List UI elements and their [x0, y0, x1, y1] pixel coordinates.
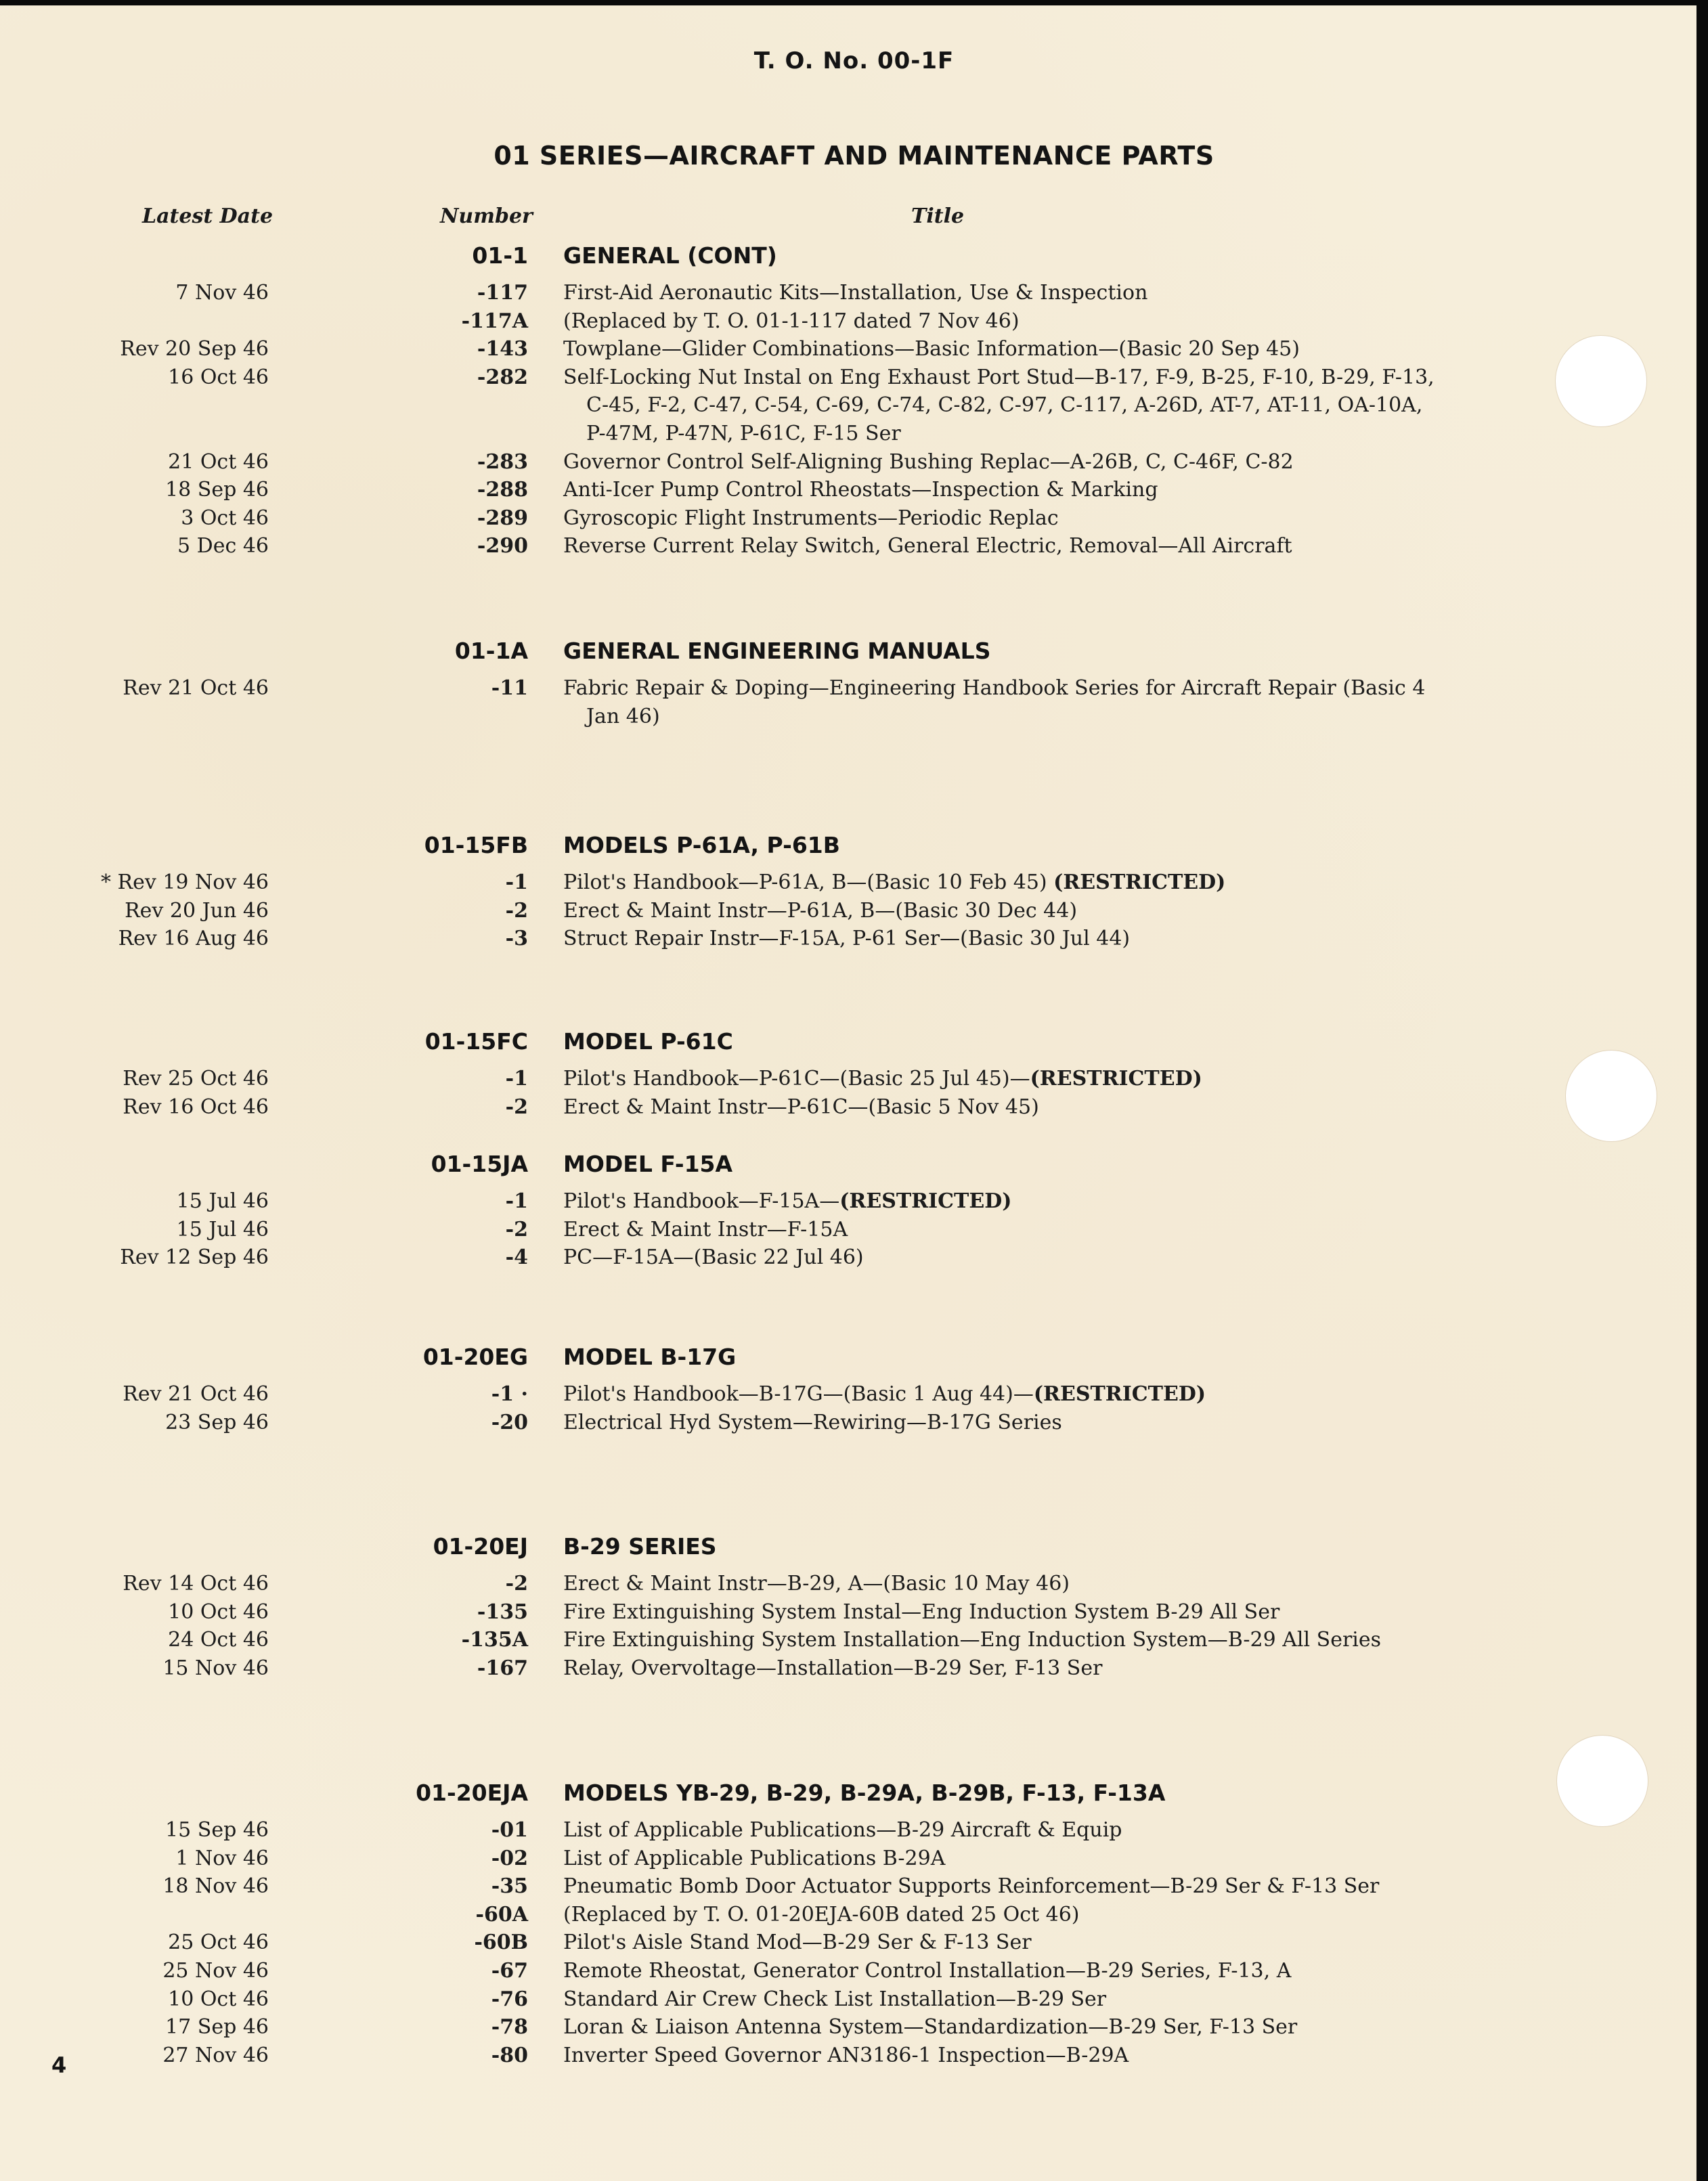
title-line [563, 1243, 1511, 1272]
title-line [563, 1985, 1511, 2014]
group-title: MODELS YB-29, B-29, B-29A, B-29B, F-13, F-13A [563, 1780, 1166, 1806]
latest-date: Rev 16 Aug 46 [118, 927, 269, 951]
title-line [563, 279, 1511, 307]
latest-date: Rev 20 Jun 46 [125, 898, 269, 923]
publication-title [563, 1872, 1511, 1901]
title-text: (Replaced by T. O. 01-20EJA-60B dated 25 Oct 46) [563, 1902, 1080, 1926]
latest-date: 16 Oct 46 [168, 365, 269, 389]
publication-number: -2 [505, 898, 528, 923]
publication-number: -3 [505, 927, 528, 951]
title-text: Inverter Speed Governor AN3186-1 Inspection—B-29A [563, 2043, 1129, 2067]
title-text: Towplane—Glider Combinations—Basic Information—(Basic 20 Sep 45) [563, 337, 1300, 361]
title-line [563, 1816, 1511, 1845]
title-text: Fire Extinguishing System Installation—Eng Induction System—B-29 All Series [563, 1628, 1382, 1652]
group-heading [0, 1344, 1708, 1372]
publication-title [563, 1216, 1511, 1244]
title-line [563, 1872, 1511, 1901]
publication-number: -167 [477, 1656, 528, 1680]
title-text: Pilot's Handbook—P-61C—(Basic 25 Jul 45)— [563, 1067, 1030, 1090]
title-line [563, 364, 1511, 392]
latest-date: 1 Nov 46 [175, 1846, 269, 1870]
group-heading [0, 832, 1708, 860]
publication-title [563, 2013, 1511, 2042]
restricted-label: (RESTRICTED) [839, 1189, 1012, 1213]
latest-date: 15 Sep 46 [165, 1818, 269, 1842]
group-title: B-29 SERIES [563, 1533, 717, 1560]
title-line [563, 868, 1511, 897]
publication-title [563, 1598, 1511, 1627]
latest-date: 25 Oct 46 [168, 1931, 269, 1955]
latest-date: 15 Jul 46 [176, 1189, 269, 1213]
publication-number: -67 [491, 1959, 528, 1983]
group-heading [0, 1780, 1708, 1808]
publication-number: -2 [505, 1095, 528, 1119]
latest-date: 10 Oct 46 [168, 1600, 269, 1624]
title-text: Erect & Maint Instr—P-61C—(Basic 5 Nov 45) [563, 1095, 1039, 1119]
group-number: 01-20EG [422, 1344, 528, 1370]
publication-title [563, 476, 1511, 504]
title-text: List of Applicable Publications—B-29 Aircraft & Equip [563, 1818, 1122, 1842]
latest-date: 27 Nov 46 [162, 2043, 269, 2067]
title-line [563, 2013, 1511, 2042]
title-line [563, 1570, 1511, 1598]
title-line [563, 1065, 1511, 1093]
publication-number: -80 [491, 2043, 528, 2067]
publication-title [563, 1816, 1511, 1845]
publication-number: -60A [475, 1902, 528, 1926]
title-text: Gyroscopic Flight Instruments—Periodic Replac [563, 506, 1059, 530]
latest-date: 18 Nov 46 [162, 1874, 269, 1899]
group-number: 01-15FC [424, 1028, 528, 1055]
group-heading [0, 1151, 1708, 1179]
group-title: MODEL P-61C [563, 1028, 733, 1055]
title-text: PC—F-15A—(Basic 22 Jul 46) [563, 1246, 864, 1270]
publication-title [563, 897, 1511, 925]
publication-title [563, 868, 1511, 897]
publication-number: -02 [491, 1846, 528, 1870]
publication-number: -01 [491, 1818, 528, 1842]
publication-number: -135A [461, 1628, 528, 1652]
title-line [563, 1929, 1511, 1957]
title-line [563, 1845, 1511, 1873]
group-title: MODEL F-15A [563, 1151, 733, 1177]
group-number: 01-20EJ [433, 1533, 528, 1560]
publication-title [563, 2042, 1511, 2070]
latest-date: 10 Oct 46 [168, 1987, 269, 2011]
publication-title [563, 335, 1511, 364]
publication-number: -289 [477, 506, 528, 530]
publication-title [563, 1065, 1511, 1093]
group-heading [0, 638, 1708, 666]
latest-date: 18 Sep 46 [165, 478, 269, 502]
publication-number: -1 · [491, 1382, 528, 1406]
latest-date: Rev 21 Oct 46 [123, 676, 269, 700]
latest-date: 3 Oct 46 [181, 506, 269, 530]
publication-number: -135 [477, 1600, 528, 1624]
publication-number: -11 [491, 676, 528, 700]
title-line [563, 420, 1511, 448]
publication-number: -290 [477, 534, 528, 558]
title-text: Reverse Current Relay Switch, General Electric, Removal—All Aircraft [563, 534, 1292, 558]
latest-date: 17 Sep 46 [165, 2015, 269, 2040]
title-text: Electrical Hyd System—Rewiring—B-17G Series [563, 1410, 1062, 1434]
group-title: GENERAL ENGINEERING MANUALS [563, 638, 991, 664]
publication-title [563, 1243, 1511, 1272]
publication-number: -20 [491, 1410, 528, 1434]
title-text: Erect & Maint Instr—P-61A, B—(Basic 30 Dec 44) [563, 898, 1078, 923]
publication-number: -288 [477, 478, 528, 502]
latest-date: Rev 21 Oct 46 [123, 1382, 269, 1406]
publication-title [563, 1380, 1511, 1409]
title-line [563, 307, 1511, 336]
title-line [563, 504, 1511, 533]
group-heading [0, 1533, 1708, 1562]
publication-title [563, 1929, 1511, 1957]
group-number: 01-1A [454, 638, 528, 664]
column-header-number: Number [440, 204, 533, 228]
title-text: Self-Locking Nut Instal on Eng Exhaust Port Stud—B-17, F-9, B-25, F-10, B-29, F-13, [563, 365, 1435, 389]
title-text: Governor Control Self-Aligning Bushing Replac—A-26B, C, C-46F, C-82 [563, 449, 1294, 474]
publication-number: -2 [505, 1217, 528, 1241]
title-line [563, 2042, 1511, 2070]
title-line [563, 703, 1511, 731]
title-text: Pilot's Handbook—F-15A— [563, 1189, 840, 1213]
title-text: P-47M, P-47N, P-61C, F-15 Ser [586, 421, 901, 445]
title-text: Anti-Icer Pump Control Rheostats—Inspection & Marking [563, 478, 1158, 502]
group-number: 01-1 [472, 242, 528, 269]
title-line [563, 1626, 1511, 1654]
title-text: Erect & Maint Instr—B-29, A—(Basic 10 May 46) [563, 1572, 1070, 1595]
title-text: Relay, Overvoltage—Installation—B-29 Ser, F-13 Ser [563, 1656, 1103, 1680]
title-line [563, 335, 1511, 364]
publication-title [563, 532, 1511, 560]
title-text: Jan 46) [586, 704, 660, 728]
document-number: T. O. No. 00-1F [753, 47, 955, 74]
title-line [563, 532, 1511, 560]
latest-date: Rev 14 Oct 46 [123, 1572, 269, 1595]
title-text: Pilot's Aisle Stand Mod—B-29 Ser & F-13 Ser [563, 1931, 1032, 1955]
publication-title [563, 1845, 1511, 1873]
title-line [563, 897, 1511, 925]
publication-number: -2 [505, 1572, 528, 1595]
publication-number: -1 [505, 1189, 528, 1213]
title-text: List of Applicable Publications B-29A [563, 1846, 946, 1870]
title-text: C-45, F-2, C-47, C-54, C-69, C-74, C-82, C-97, C-117, A-26D, AT-7, AT-11, OA-10A, [586, 393, 1423, 418]
title-text: Loran & Liaison Antenna System—Standardization—B-29 Ser, F-13 Ser [563, 2015, 1298, 2040]
restricted-label: (RESTRICTED) [1030, 1067, 1202, 1090]
latest-date: 7 Nov 46 [175, 281, 269, 305]
title-text: Pilot's Handbook—P-61A, B—(Basic 10 Feb 45) [563, 871, 1054, 894]
group-title: GENERAL (CONT) [563, 242, 777, 269]
publication-number: -117 [477, 281, 528, 305]
group-title: MODELS P-61A, P-61B [563, 832, 840, 858]
latest-date: 23 Sep 46 [165, 1410, 269, 1434]
latest-date: Rev 16 Oct 46 [123, 1095, 269, 1119]
title-text: First-Aid Aeronautic Kits—Installation, Use & Inspection [563, 281, 1148, 305]
latest-date: Rev 20 Sep 46 [120, 337, 269, 361]
restricted-label: (RESTRICTED) [1033, 1382, 1206, 1406]
publication-number: -35 [491, 1874, 528, 1899]
publication-number: -76 [491, 1987, 528, 2011]
publication-title [563, 1093, 1511, 1122]
title-line [563, 448, 1511, 477]
group-heading [0, 242, 1708, 271]
page-number: 4 [51, 2052, 67, 2078]
publication-title [563, 1654, 1511, 1683]
group-number: 01-15JA [431, 1151, 528, 1177]
title-text: Struct Repair Instr—F-15A, P-61 Ser—(Basic 30 Jul 44) [563, 927, 1131, 951]
publication-title [563, 1957, 1511, 1985]
latest-date: Rev 25 Oct 46 [123, 1067, 269, 1090]
publication-title [563, 364, 1511, 448]
latest-date: Rev 12 Sep 46 [120, 1246, 269, 1270]
publication-number: -143 [477, 337, 528, 361]
title-text: Pneumatic Bomb Door Actuator Supports Reinforcement—B-29 Ser & F-13 Ser [563, 1874, 1380, 1899]
publication-title [563, 307, 1511, 336]
group-heading [0, 1028, 1708, 1057]
title-line [563, 1380, 1511, 1409]
latest-date: 15 Nov 46 [162, 1656, 269, 1680]
publication-number: -1 [505, 1067, 528, 1090]
publication-number: -78 [491, 2015, 528, 2040]
title-text: Pilot's Handbook—B-17G—(Basic 1 Aug 44)— [563, 1382, 1034, 1406]
publication-title [563, 279, 1511, 307]
publication-number: -4 [505, 1246, 528, 1270]
column-header-title: Title [911, 204, 965, 228]
title-text: Fire Extinguishing System Instal—Eng Induction System B-29 All Ser [563, 1600, 1280, 1624]
group-title: MODEL B-17G [563, 1344, 737, 1370]
title-line [563, 1957, 1511, 1985]
latest-date: * Rev 19 Nov 46 [100, 871, 269, 894]
title-text: Remote Rheostat, Generator Control Installation—B-29 Series, F-13, A [563, 1959, 1292, 1983]
latest-date: 25 Nov 46 [162, 1959, 269, 1983]
latest-date: 21 Oct 46 [168, 449, 269, 474]
publication-number: -117A [461, 309, 528, 333]
publication-number: -60B [474, 1931, 528, 1955]
title-line [563, 1654, 1511, 1683]
group-number: 01-20EJA [416, 1780, 528, 1806]
title-line [563, 391, 1511, 420]
punch-hole [1566, 1051, 1657, 1141]
publication-title [563, 1985, 1511, 2014]
title-line [563, 1598, 1511, 1627]
title-line [563, 674, 1511, 703]
publication-title [563, 1901, 1511, 1929]
title-line [563, 476, 1511, 504]
series-title: 01 SERIES—AIRCRAFT AND MAINTENANCE PARTS [494, 141, 1214, 171]
title-line [563, 1216, 1511, 1244]
publication-number: -283 [477, 449, 528, 474]
title-text: Standard Air Crew Check List Installation—B-29 Ser [563, 1987, 1107, 2011]
publication-title [563, 448, 1511, 477]
publication-title [563, 1570, 1511, 1598]
title-line [563, 1409, 1511, 1437]
title-line [563, 1187, 1511, 1216]
title-line [563, 1901, 1511, 1929]
title-text: Erect & Maint Instr—F-15A [563, 1217, 848, 1241]
column-header-date: Latest Date [142, 204, 273, 228]
latest-date: 24 Oct 46 [168, 1628, 269, 1652]
title-text: (Replaced by T. O. 01-1-117 dated 7 Nov 46) [563, 309, 1020, 333]
publication-title [563, 925, 1511, 953]
title-text: Fabric Repair & Doping—Engineering Handbook Series for Aircraft Repair (Basic 4 [563, 676, 1426, 700]
latest-date: 5 Dec 46 [177, 534, 269, 558]
publication-number: -1 [505, 871, 528, 894]
publication-title [563, 504, 1511, 533]
restricted-label: (RESTRICTED) [1053, 871, 1226, 894]
publication-title [563, 674, 1511, 730]
publication-title [563, 1187, 1511, 1216]
punch-hole [1556, 336, 1646, 426]
publication-number: -282 [477, 365, 528, 389]
title-line [563, 1093, 1511, 1122]
latest-date: 15 Jul 46 [176, 1217, 269, 1241]
publication-title [563, 1626, 1511, 1654]
group-number: 01-15FB [424, 832, 528, 858]
publication-title [563, 1409, 1511, 1437]
title-line [563, 925, 1511, 953]
